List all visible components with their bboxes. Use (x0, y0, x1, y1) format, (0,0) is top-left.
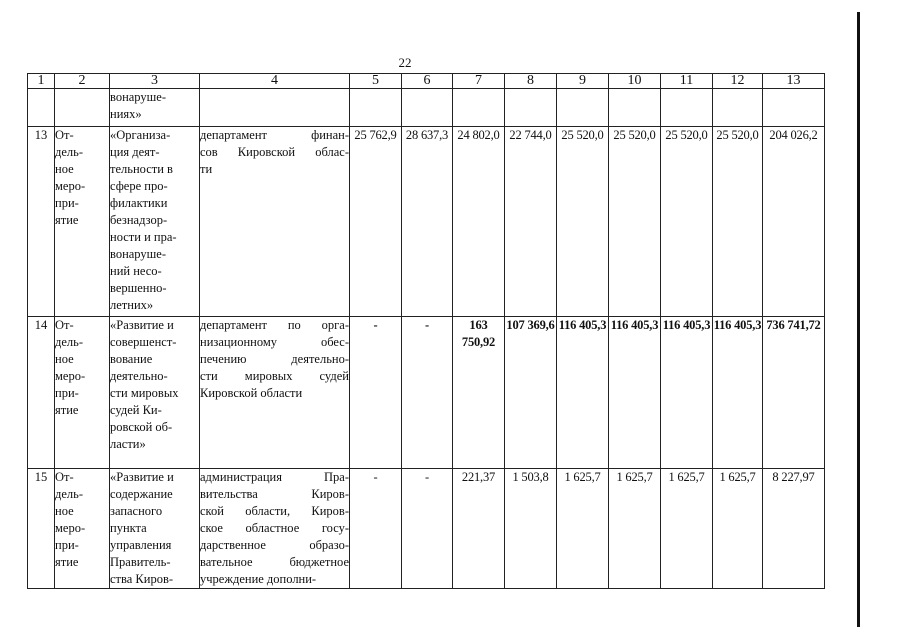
table-row (28, 89, 825, 127)
amount-col-7: 24 802,0 (453, 127, 505, 317)
amount-col-8: 22 744,0 (505, 127, 557, 317)
amount-col-6: 28 637,3 (402, 127, 453, 317)
amount-col-13: 204 026,2 (763, 127, 825, 317)
amount-col-9 (557, 89, 609, 127)
measure-name-line: сти мировых (110, 386, 179, 400)
measure-name-line: деятельно- (110, 369, 168, 383)
measure-name-line: ровской об- (110, 420, 173, 434)
measure-name-line: Правитель- (110, 555, 171, 569)
measure-name-line: ция деят- (110, 145, 160, 159)
row-number: 14 (28, 317, 55, 469)
amount-col-12: 1 625,7 (713, 469, 763, 589)
header-row (28, 74, 825, 89)
measure-name-line: ний несо- (110, 264, 162, 278)
amount-col-5: - (350, 317, 402, 469)
amount-col-8 (505, 89, 557, 127)
measure-name (110, 317, 200, 469)
executor (200, 469, 350, 589)
measure-name-line: «Организа- (110, 128, 171, 142)
measure-name-line: ства Киров- (110, 572, 174, 586)
measure-name-line: сфере про- (110, 179, 168, 193)
measure-name-line: «Развитие и (110, 318, 174, 332)
measure-name-line: «Развитие и (110, 470, 174, 484)
row-number: 13 (28, 127, 55, 317)
column-header-10: 10 (609, 74, 661, 89)
amount-col-12: 25 520,0 (713, 127, 763, 317)
amount-col-9: 1 625,7 (557, 469, 609, 589)
executor-line: ской области, Киров- (200, 504, 349, 518)
executor-line: администрация Пра- (200, 470, 349, 484)
measure-type-line: меро- (55, 521, 86, 535)
measure-name-line: безнадзор- (110, 213, 168, 227)
table-row (28, 127, 825, 317)
executor-line: ское областное госу- (200, 521, 349, 535)
measure-type-line: дель- (55, 145, 84, 159)
measure-type-line: От- (55, 470, 74, 484)
table-row (28, 317, 825, 469)
amount-col-13 (763, 89, 825, 127)
measure-type-line: дель- (55, 487, 84, 501)
measure-type-line: ятие (55, 213, 79, 227)
measure-type-line: дель- (55, 335, 84, 349)
amount-col-5: - (350, 469, 402, 589)
column-header-3: 3 (110, 74, 200, 89)
amount-col-8: 107 369,6 (505, 317, 557, 469)
measure-name-line: содержание (110, 487, 173, 501)
measure-name-line: запасного (110, 504, 163, 518)
measure-type (55, 127, 110, 317)
measure-name (110, 469, 200, 589)
amount-col-13: 736 741,72 (763, 317, 825, 469)
amount-col-12 (713, 89, 763, 127)
amount-col-12: 116 405,3 (713, 317, 763, 469)
measure-name-line: вершенно- (110, 281, 167, 295)
amount-col-10 (609, 89, 661, 127)
measure-name-line: ности и пра- (110, 230, 177, 244)
executor-line: низационному обес- (200, 335, 349, 349)
measure-type-line: ное (55, 504, 74, 518)
amount-col-7 (453, 89, 505, 127)
measure-type-line: ятие (55, 403, 79, 417)
executor-line: сов Кировской облас- (200, 145, 349, 159)
executor-line: Кировской области (200, 386, 303, 400)
measure-name-line: вование (110, 352, 153, 366)
amount-col-8: 1 503,8 (505, 469, 557, 589)
executor-line: дарственное образо- (200, 538, 349, 552)
amount-col-5 (350, 89, 402, 127)
table-body (28, 74, 825, 589)
measure-name-line: совершенст- (110, 335, 177, 349)
row-number: 15 (28, 469, 55, 589)
table-row (28, 469, 825, 589)
amount-col-7: 163 750,92 (453, 317, 505, 469)
measure-name-line: вонаруше- (110, 247, 166, 261)
column-header-2: 2 (55, 74, 110, 89)
executor-line: печению деятельно- (200, 352, 349, 366)
executor-line: учреждение дополни- (200, 572, 317, 586)
measure-type-line: при- (55, 386, 79, 400)
amount-col-7: 221,37 (453, 469, 505, 589)
measure-name (110, 89, 200, 127)
executor-line: департамент по орга- (200, 318, 349, 332)
measure-name-line: пункта (110, 521, 147, 535)
measure-type (55, 317, 110, 469)
column-header-7: 7 (453, 74, 505, 89)
measure-type-line: ное (55, 352, 74, 366)
amount-col-11 (661, 89, 713, 127)
column-header-9: 9 (557, 74, 609, 89)
measure-type-line: От- (55, 318, 74, 332)
measure-name-line: управления (110, 538, 172, 552)
measure-type-line: ное (55, 162, 74, 176)
scan-edge-line (857, 12, 860, 627)
measure-type-line: меро- (55, 179, 86, 193)
executor-line: вательное бюджетное (200, 555, 349, 569)
amount-col-10: 1 625,7 (609, 469, 661, 589)
measure-name-line: судей Ки- (110, 403, 162, 417)
measure-type-line: при- (55, 196, 79, 210)
measure-name-line: вонаруше- (110, 90, 166, 104)
page-number: 22 (398, 55, 412, 70)
column-header-4: 4 (200, 74, 350, 89)
executor-line: департамент финан- (200, 128, 349, 142)
executor (200, 89, 350, 127)
measure-name (110, 127, 200, 317)
column-header-5: 5 (350, 74, 402, 89)
measure-type-line: ятие (55, 555, 79, 569)
executor-line: сти мировых судей (200, 369, 349, 383)
column-header-8: 8 (505, 74, 557, 89)
measure-type-line: при- (55, 538, 79, 552)
amount-col-10: 25 520,0 (609, 127, 661, 317)
column-header-12: 12 (713, 74, 763, 89)
measure-name-line: филактики (110, 196, 168, 210)
measure-name-line: тельности в (110, 162, 173, 176)
amount-col-10: 116 405,3 (609, 317, 661, 469)
amount-col-11: 1 625,7 (661, 469, 713, 589)
amount-col-5: 25 762,9 (350, 127, 402, 317)
executor-line: ти (200, 162, 213, 176)
column-header-13: 13 (763, 74, 825, 89)
executor (200, 317, 350, 469)
amount-col-13: 8 227,97 (763, 469, 825, 589)
amount-col-9: 25 520,0 (557, 127, 609, 317)
measure-type (55, 89, 110, 127)
measure-name-line: ниях» (110, 107, 142, 121)
measure-type-line: От- (55, 128, 74, 142)
column-header-11: 11 (661, 74, 713, 89)
amount-col-11: 25 520,0 (661, 127, 713, 317)
row-number (28, 89, 55, 127)
amount-col-11: 116 405,3 (661, 317, 713, 469)
program-table (27, 73, 825, 589)
column-header-1: 1 (28, 74, 55, 89)
measure-name-line: ласти» (110, 437, 146, 451)
measure-type-line: меро- (55, 369, 86, 383)
measure-name-line: летних» (110, 298, 154, 312)
amount-col-6: - (402, 469, 453, 589)
amount-col-9: 116 405,3 (557, 317, 609, 469)
executor (200, 127, 350, 317)
measure-type (55, 469, 110, 589)
executor-line: вительства Киров- (200, 487, 349, 501)
column-header-6: 6 (402, 74, 453, 89)
amount-col-6: - (402, 317, 453, 469)
amount-col-6 (402, 89, 453, 127)
